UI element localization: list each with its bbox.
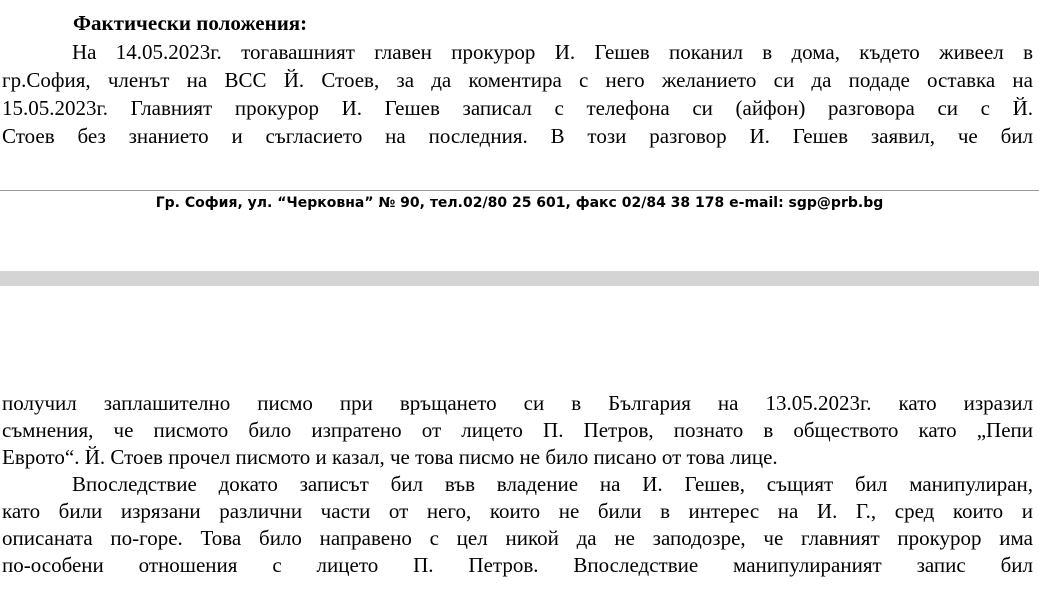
document-page-1 <box>0 0 1039 271</box>
paragraph-line: 15.05.2023г. Главният прокурор И. Гешев записал с телефона си (айфон) разговора си с Й. <box>2 96 1033 120</box>
footer-divider <box>0 190 1039 191</box>
paragraph-line: Впоследствие докато записът бил във владение на И. Гешев, същият бил манипулиран, <box>72 472 1033 496</box>
paragraph-line: На 14.05.2023г. тогавашният главен прокурор И. Гешев поканил в дома, където живеел в <box>72 40 1033 64</box>
paragraph-continued <box>2 390 1033 579</box>
paragraph-line: Еврото“. Й. Стоев прочел писмото и казал, че това писмо не било писано от това лице. <box>2 445 778 469</box>
paragraph-line: съмнения, че писмото било изпратено от лицето П. Петров, познато в обществото като „Пепи <box>2 418 1033 442</box>
page-separator <box>0 271 1039 286</box>
section-heading: Фактически положения: <box>73 11 308 35</box>
paragraph-line: гр.София, членът на ВСС Й. Стоев, за да коментира с него желанието си да подаде оставка на <box>2 68 1033 92</box>
paragraph-line: по-особени отношения с лицето П. Петров. Впоследствие манипулираният запис бил <box>2 553 1033 577</box>
paragraph-line: като били изрязани различни части от него, които не били в интерес на И. Г., сред които и <box>2 499 1033 523</box>
paragraph-line: получил заплашително писмо при връщането си в България на 13.05.2023г. като изразил <box>2 391 1033 415</box>
paragraph-line: описаната по-горе. Това било направено с цел никой да не заподозре, че главният прокурор има <box>2 526 1033 550</box>
document-page-2 <box>0 286 1039 589</box>
paragraph-facts <box>2 38 1033 150</box>
page-footer: Гр. София, ул. “Черковна” № 90, тел.02/80 25 601, факс 02/84 38 178 e-mail: sgp@prb.bg <box>155 195 884 211</box>
paragraph-line: Стоев без знанието и съгласието на последния. В този разговор И. Гешев заявил, че бил <box>2 124 1033 148</box>
